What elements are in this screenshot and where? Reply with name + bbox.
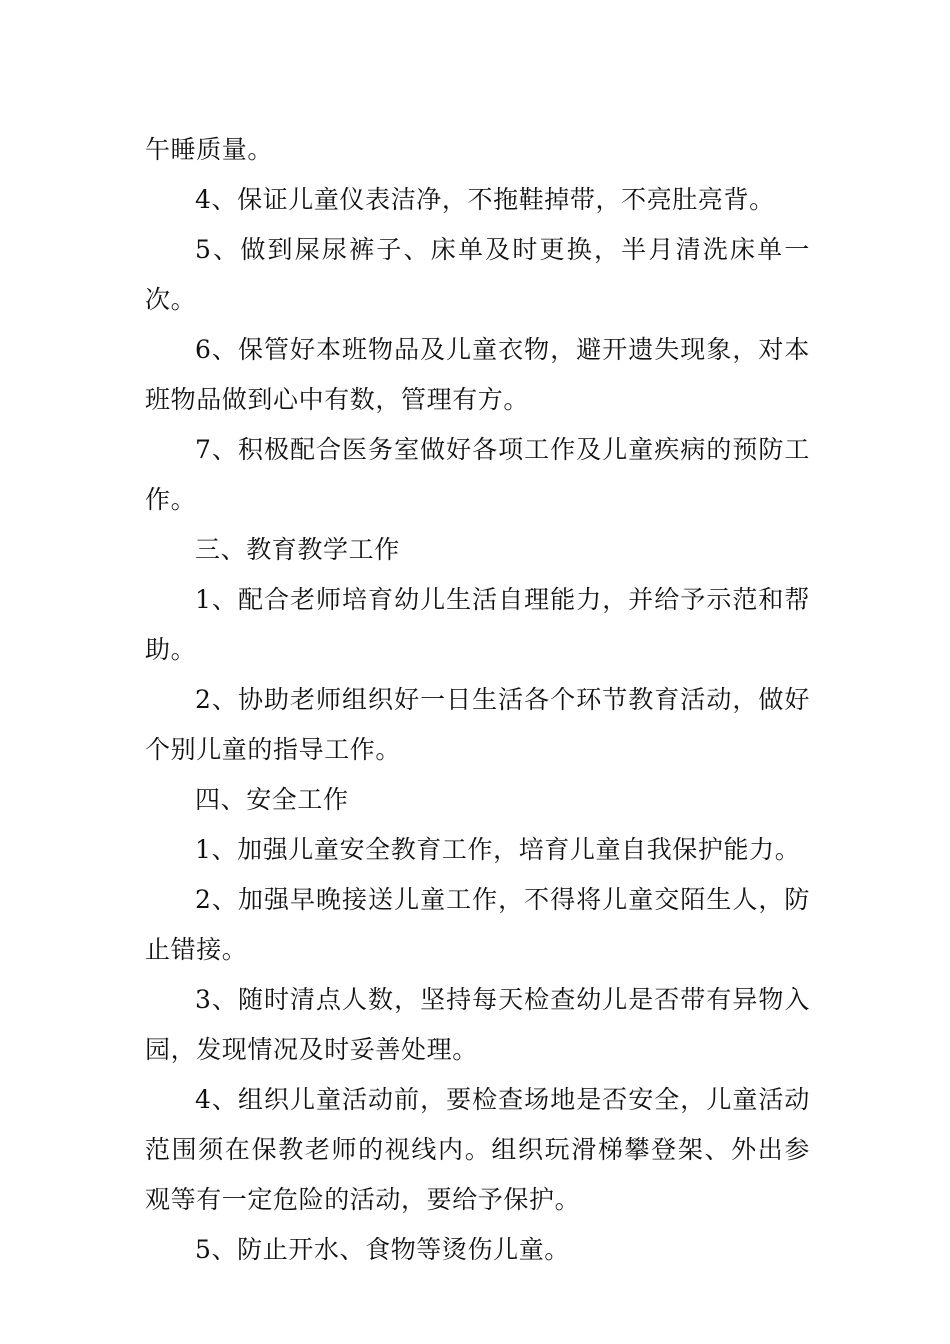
- paragraph-safety-4: 4、组织儿童活动前，要检查场地是否安全，儿童活动范围须在保教老师的视线内。组织玩滑梯攀登架、外出参观等有一定危险的活动，要给予保护。: [145, 1085, 810, 1214]
- section-heading-safety: 四、安全工作: [195, 785, 349, 814]
- paragraph-item-5-bedding: 5、做到屎尿裤子、床单及时更换，半月清洗床单一次。: [145, 235, 810, 314]
- paragraph-education-1: 1、配合老师培育幼儿生活自理能力，并给予示范和帮助。: [145, 585, 810, 664]
- paragraph-safety-5: 5、防止开水、食物等烫伤儿童。: [195, 1235, 570, 1264]
- paragraph-item-4-appearance: 4、保证儿童仪表洁净，不拖鞋掉带，不亮肚亮背。: [195, 185, 775, 214]
- section-heading-education: 三、教育教学工作: [195, 535, 400, 564]
- document-body: [145, 125, 810, 1275]
- paragraph-item-6-belongings: 6、保管好本班物品及儿童衣物，避开遗失现象，对本班物品做到心中有数，管理有方。: [145, 335, 810, 414]
- paragraph-safety-2: 2、加强早晚接送儿童工作，不得将儿童交陌生人，防止错接。: [145, 885, 810, 964]
- paragraph-safety-1: 1、加强儿童安全教育工作，培育儿童自我保护能力。: [195, 835, 801, 864]
- paragraph-education-2: 2、协助老师组织好一日生活各个环节教育活动，做好个别儿童的指导工作。: [145, 685, 810, 764]
- paragraph-continuation: 午睡质量。: [145, 135, 274, 164]
- paragraph-item-7-medical: 7、积极配合医务室做好各项工作及儿童疾病的预防工作。: [145, 435, 810, 514]
- paragraph-safety-3: 3、随时清点人数，坚持每天检查幼儿是否带有异物入园，发现情况及时妥善处理。: [145, 985, 810, 1064]
